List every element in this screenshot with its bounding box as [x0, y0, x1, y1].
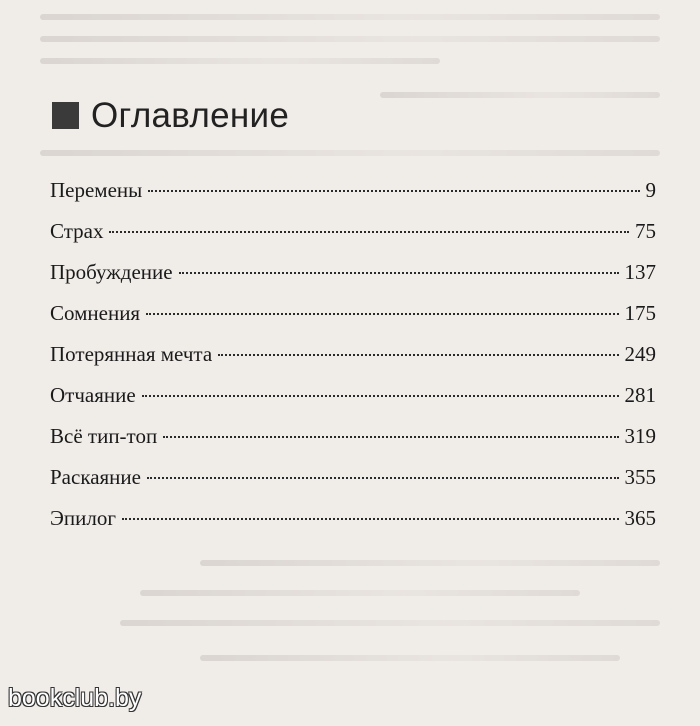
toc-entry-page: 355	[624, 465, 656, 489]
toc-entry-label: Эпилог	[50, 506, 116, 530]
toc-entry-label: Перемены	[50, 178, 143, 202]
dot-leader	[142, 395, 619, 397]
toc-entry-page: 9	[645, 178, 656, 202]
toc-entry	[50, 383, 656, 424]
toc-entry-page: 365	[624, 506, 656, 530]
dot-leader	[179, 272, 619, 274]
toc-heading	[52, 98, 289, 133]
show-through-line	[140, 590, 580, 596]
toc-entry-label: Сомнения	[50, 301, 141, 325]
toc-entry	[50, 219, 656, 260]
dot-leader	[218, 354, 618, 356]
dot-leader	[146, 313, 618, 315]
show-through-line	[40, 58, 440, 64]
toc-entry	[50, 260, 656, 301]
show-through-line	[200, 655, 620, 661]
dot-leader	[163, 436, 618, 438]
heading-square-marker	[52, 102, 79, 129]
watermark: bookclub.by	[8, 684, 142, 712]
page-title: Оглавление	[91, 96, 290, 135]
show-through-line	[40, 36, 660, 42]
toc-entry-page: 137	[624, 260, 656, 284]
show-through-line	[200, 560, 660, 566]
dot-leader	[147, 477, 619, 479]
show-through-line	[40, 150, 660, 156]
dot-leader	[122, 518, 619, 520]
toc-entry-page: 319	[624, 424, 656, 448]
toc-entry-label: Пробуждение	[50, 260, 173, 284]
toc-entry	[50, 178, 656, 219]
toc-entry-page: 75	[635, 219, 656, 243]
toc-entry-label: Страх	[50, 219, 104, 243]
toc-entry-label: Потерянная мечта	[50, 342, 213, 366]
show-through-line	[120, 620, 660, 626]
dot-leader	[109, 231, 629, 233]
toc-entry-page: 175	[624, 301, 656, 325]
dot-leader	[148, 190, 639, 192]
toc-entry-page: 249	[624, 342, 656, 366]
toc-entry	[50, 506, 656, 547]
toc-entry-page: 281	[624, 383, 656, 407]
toc-entry-label: Раскаяние	[50, 465, 141, 489]
table-of-contents	[50, 178, 656, 547]
toc-entry	[50, 301, 656, 342]
toc-entry	[50, 465, 656, 506]
toc-entry	[50, 424, 656, 465]
toc-entry-label: Всё тип-топ	[50, 424, 158, 448]
toc-entry-label: Отчаяние	[50, 383, 136, 407]
toc-entry	[50, 342, 656, 383]
show-through-line	[380, 92, 660, 98]
show-through-line	[40, 14, 660, 20]
